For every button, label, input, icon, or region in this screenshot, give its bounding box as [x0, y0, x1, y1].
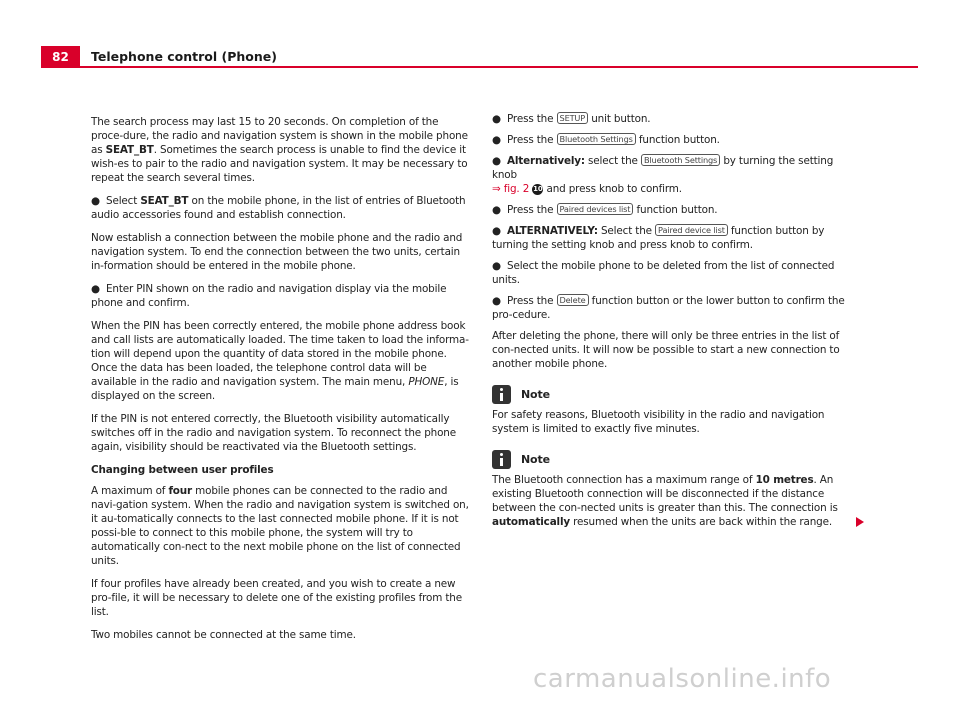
bullet-icon: ●: [492, 113, 501, 125]
bullet-icon: ●: [91, 283, 100, 295]
bullet-item: ● Enter PIN shown on the radio and navigation display via the mobile phone and confirm.: [91, 283, 447, 309]
note-header: [492, 385, 854, 404]
paragraph: If four profiles have already been created, and you wish to create a new pro-file, it will be necessary to delete one of the existing profiles from the list.: [91, 578, 462, 618]
left-column: [91, 115, 471, 651]
paired-devices-button-label: Paired devices list: [557, 203, 634, 215]
bullet-item: ● Alternatively: select the Bluetooth Settings by turning the setting knob ⇒ fig. 2 10 and press knob to confirm.: [492, 155, 834, 195]
figure-reference: ⇒ fig. 2: [492, 183, 530, 195]
paragraph: If the PIN is not entered correctly, the Bluetooth visibility automatically switches off in the radio and navigation system. To reconnect the phone again, visibility should be reactivated via the Bluetooth settings.: [91, 413, 456, 453]
callout-number: 10: [533, 185, 543, 193]
paragraph: Now establish a connection between the mobile phone and the radio and navigation system. To end the connection between the two units, certain in-formation should be entered in the mobile phone.: [91, 232, 463, 272]
right-column: [492, 112, 854, 538]
info-icon: [492, 450, 511, 469]
bullet-icon: ●: [492, 225, 501, 237]
bullet-icon: ●: [492, 295, 501, 307]
watermark: carmanualsonline.info: [533, 664, 832, 694]
note-title: Note: [521, 387, 550, 401]
bullet-item: ● Press the Bluetooth Settings function button.: [492, 134, 720, 146]
bullet-item: ● Select SEAT_BT on the mobile phone, in the list of entries of Bluetooth audio accessories found and establish connection.: [91, 195, 466, 221]
bullet-icon: ●: [91, 195, 100, 207]
bullet-icon: ●: [492, 260, 501, 272]
note-text: The Bluetooth connection has a maximum range of 10 metres. An existing Bluetooth connection will be disconnected if the distance between the con-nected units is greater than this. The connection is automatically resumed when the units are back within the range.: [492, 473, 854, 529]
info-icon: [492, 385, 511, 404]
paired-device-list-button-label: Paired device list: [655, 224, 728, 236]
paragraph: A maximum of four mobile phones can be connected to the radio and navi-gation system. When the radio and navigation system is switched on, it au-tomatically connects to the last connected mobile phone. If it is not possi-ble to connect to this mobile phone, the system will try to automatically con-nect to the next mobile phone on the list of connected units.: [91, 485, 469, 567]
setup-button-label: SETUP: [557, 112, 589, 124]
bluetooth-settings-button-label: Bluetooth Settings: [641, 154, 720, 166]
paragraph: After deleting the phone, there will only be three entries in the list of con-nected units. It will now be possible to start a new connection to another mobile phone.: [492, 330, 840, 370]
delete-button-label: Delete: [557, 294, 589, 306]
bluetooth-settings-button-label: Bluetooth Settings: [557, 133, 636, 145]
header-rule: [80, 66, 918, 68]
bullet-item: ● Press the Paired devices list function button.: [492, 204, 718, 216]
bullet-item: ● Select the mobile phone to be deleted from the list of connected units.: [492, 260, 835, 286]
page-header: [0, 0, 960, 68]
bullet-item: ● Press the SETUP unit button.: [492, 113, 651, 125]
bullet-icon: ●: [492, 155, 501, 167]
paragraph: Two mobiles cannot be connected at the same time.: [91, 629, 356, 641]
subheading: Changing between user profiles: [91, 464, 274, 476]
note-text: For safety reasons, Bluetooth visibility in the radio and navigation system is limited to exactly five minutes.: [492, 409, 825, 435]
paragraph: When the PIN has been correctly entered, the mobile phone address book and call lists are automatically loaded. The time taken to load the informa-tion will depend upon the quantity of data stored in the mobile phone. Once the data has been loaded, the telephone control data will be available in the radio and navigation system. The main menu, PHONE, is displayed on the screen.: [91, 320, 469, 402]
bullet-icon: ●: [492, 204, 501, 216]
bullet-item: ● ALTERNATIVELY: Select the Paired device list function button by turning the setting knob and press knob to confirm.: [492, 225, 825, 251]
bullet-item: ● Press the Delete function button or the lower button to confirm the pro-cedure.: [492, 295, 845, 321]
bullet-icon: ●: [492, 134, 501, 146]
note-header: [492, 450, 854, 469]
paragraph: The search process may last 15 to 20 seconds. On completion of the proce-dure, the radio and navigation system is shown in the mobile phone as SEAT_BT. Sometimes the search process is unable to find the device it wish-es to pair to the radio and navigation system. It may be necessary to repeat the search several times.: [91, 116, 468, 184]
page-title: Telephone control (Phone): [91, 49, 277, 64]
page-number: 82: [41, 46, 80, 68]
continue-arrow-icon: [856, 517, 864, 527]
note-title: Note: [521, 452, 550, 466]
